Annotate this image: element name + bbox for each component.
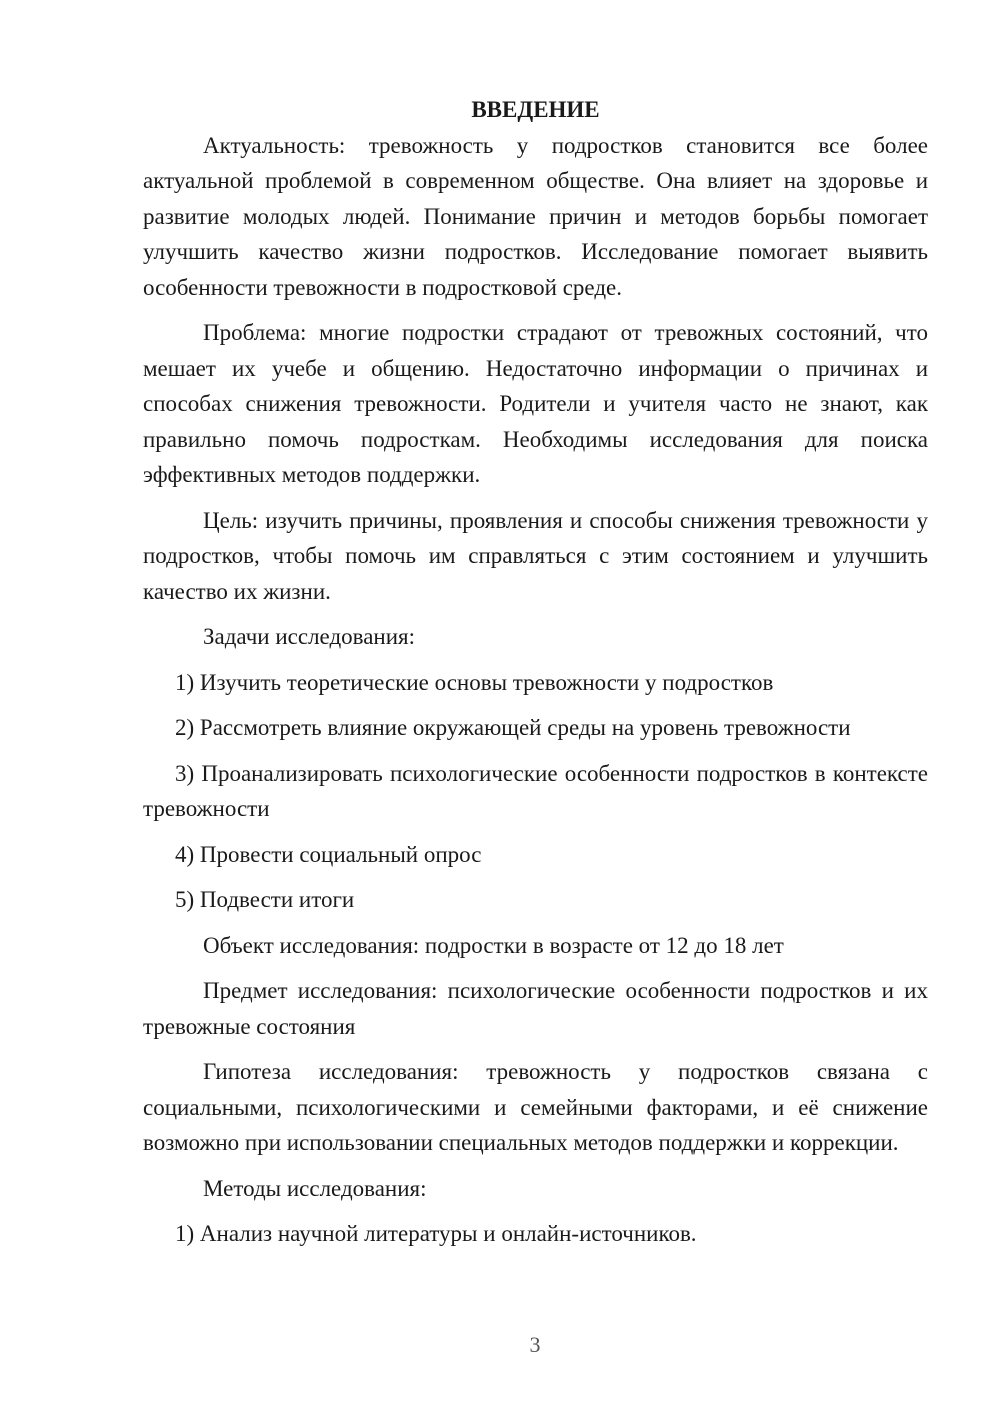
methods-heading: Методы исследования:: [203, 1175, 427, 1201]
task-item: 1) Изучить теоретические основы тревожности у подростков: [175, 669, 774, 695]
task-item: 2) Рассмотреть влияние окружающей среды на уровень тревожности: [175, 715, 851, 740]
page-number: 3: [529, 1332, 541, 1357]
subject-paragraph: Предмет исследования: психологические особенности подростков и их тревожные состояния: [143, 978, 928, 1039]
object-paragraph: Объект исследования: подростки в возрасте от 12 до 18 лет: [203, 932, 784, 958]
relevance-paragraph: Актуальность: тревожность у подростков становится все более актуальной проблемой в современном обществе. Она влияет на здоровье и развитие молодых людей. Понимание причин и методов борьбы помогает улучшить качество жизни подростков. Исследование помогает выявить особенности тревожности в подростковой среде.: [143, 132, 928, 300]
section-title: ВВЕДЕНИЕ: [471, 97, 600, 122]
task-item: 4) Провести социальный опрос: [175, 841, 482, 867]
hypothesis-paragraph: Гипотеза исследования: тревожность у подростков связана с социальными, психологическими и семейными факторами, и её снижение возможно при использовании специальных методов поддержки и коррекции.: [143, 1059, 928, 1155]
tasks-heading: Задачи исследования:: [203, 624, 416, 649]
goal-paragraph: Цель: изучить причины, проявления и способы снижения тревожности у подростков, чтобы помочь им справляться с этим состоянием и улучшить качество их жизни.: [143, 507, 928, 604]
task-item: 3) Проанализировать психологические особенности подростков в контексте тревожности: [143, 760, 928, 821]
method-item: 1) Анализ научной литературы и онлайн-источников.: [175, 1221, 697, 1246]
task-item: 5) Подвести итоги: [175, 887, 355, 912]
document-page: [143, 92, 928, 1262]
problem-paragraph: Проблема: многие подростки страдают от тревожных состояний, что мешает их учебе и общению. Недостаточно информации о причинах и способах снижения тревожности. Родители и учителя часто не знают, как правильно помочь подросткам. Необходимы исследования для поиска эффективных методов поддержки.: [143, 320, 928, 487]
